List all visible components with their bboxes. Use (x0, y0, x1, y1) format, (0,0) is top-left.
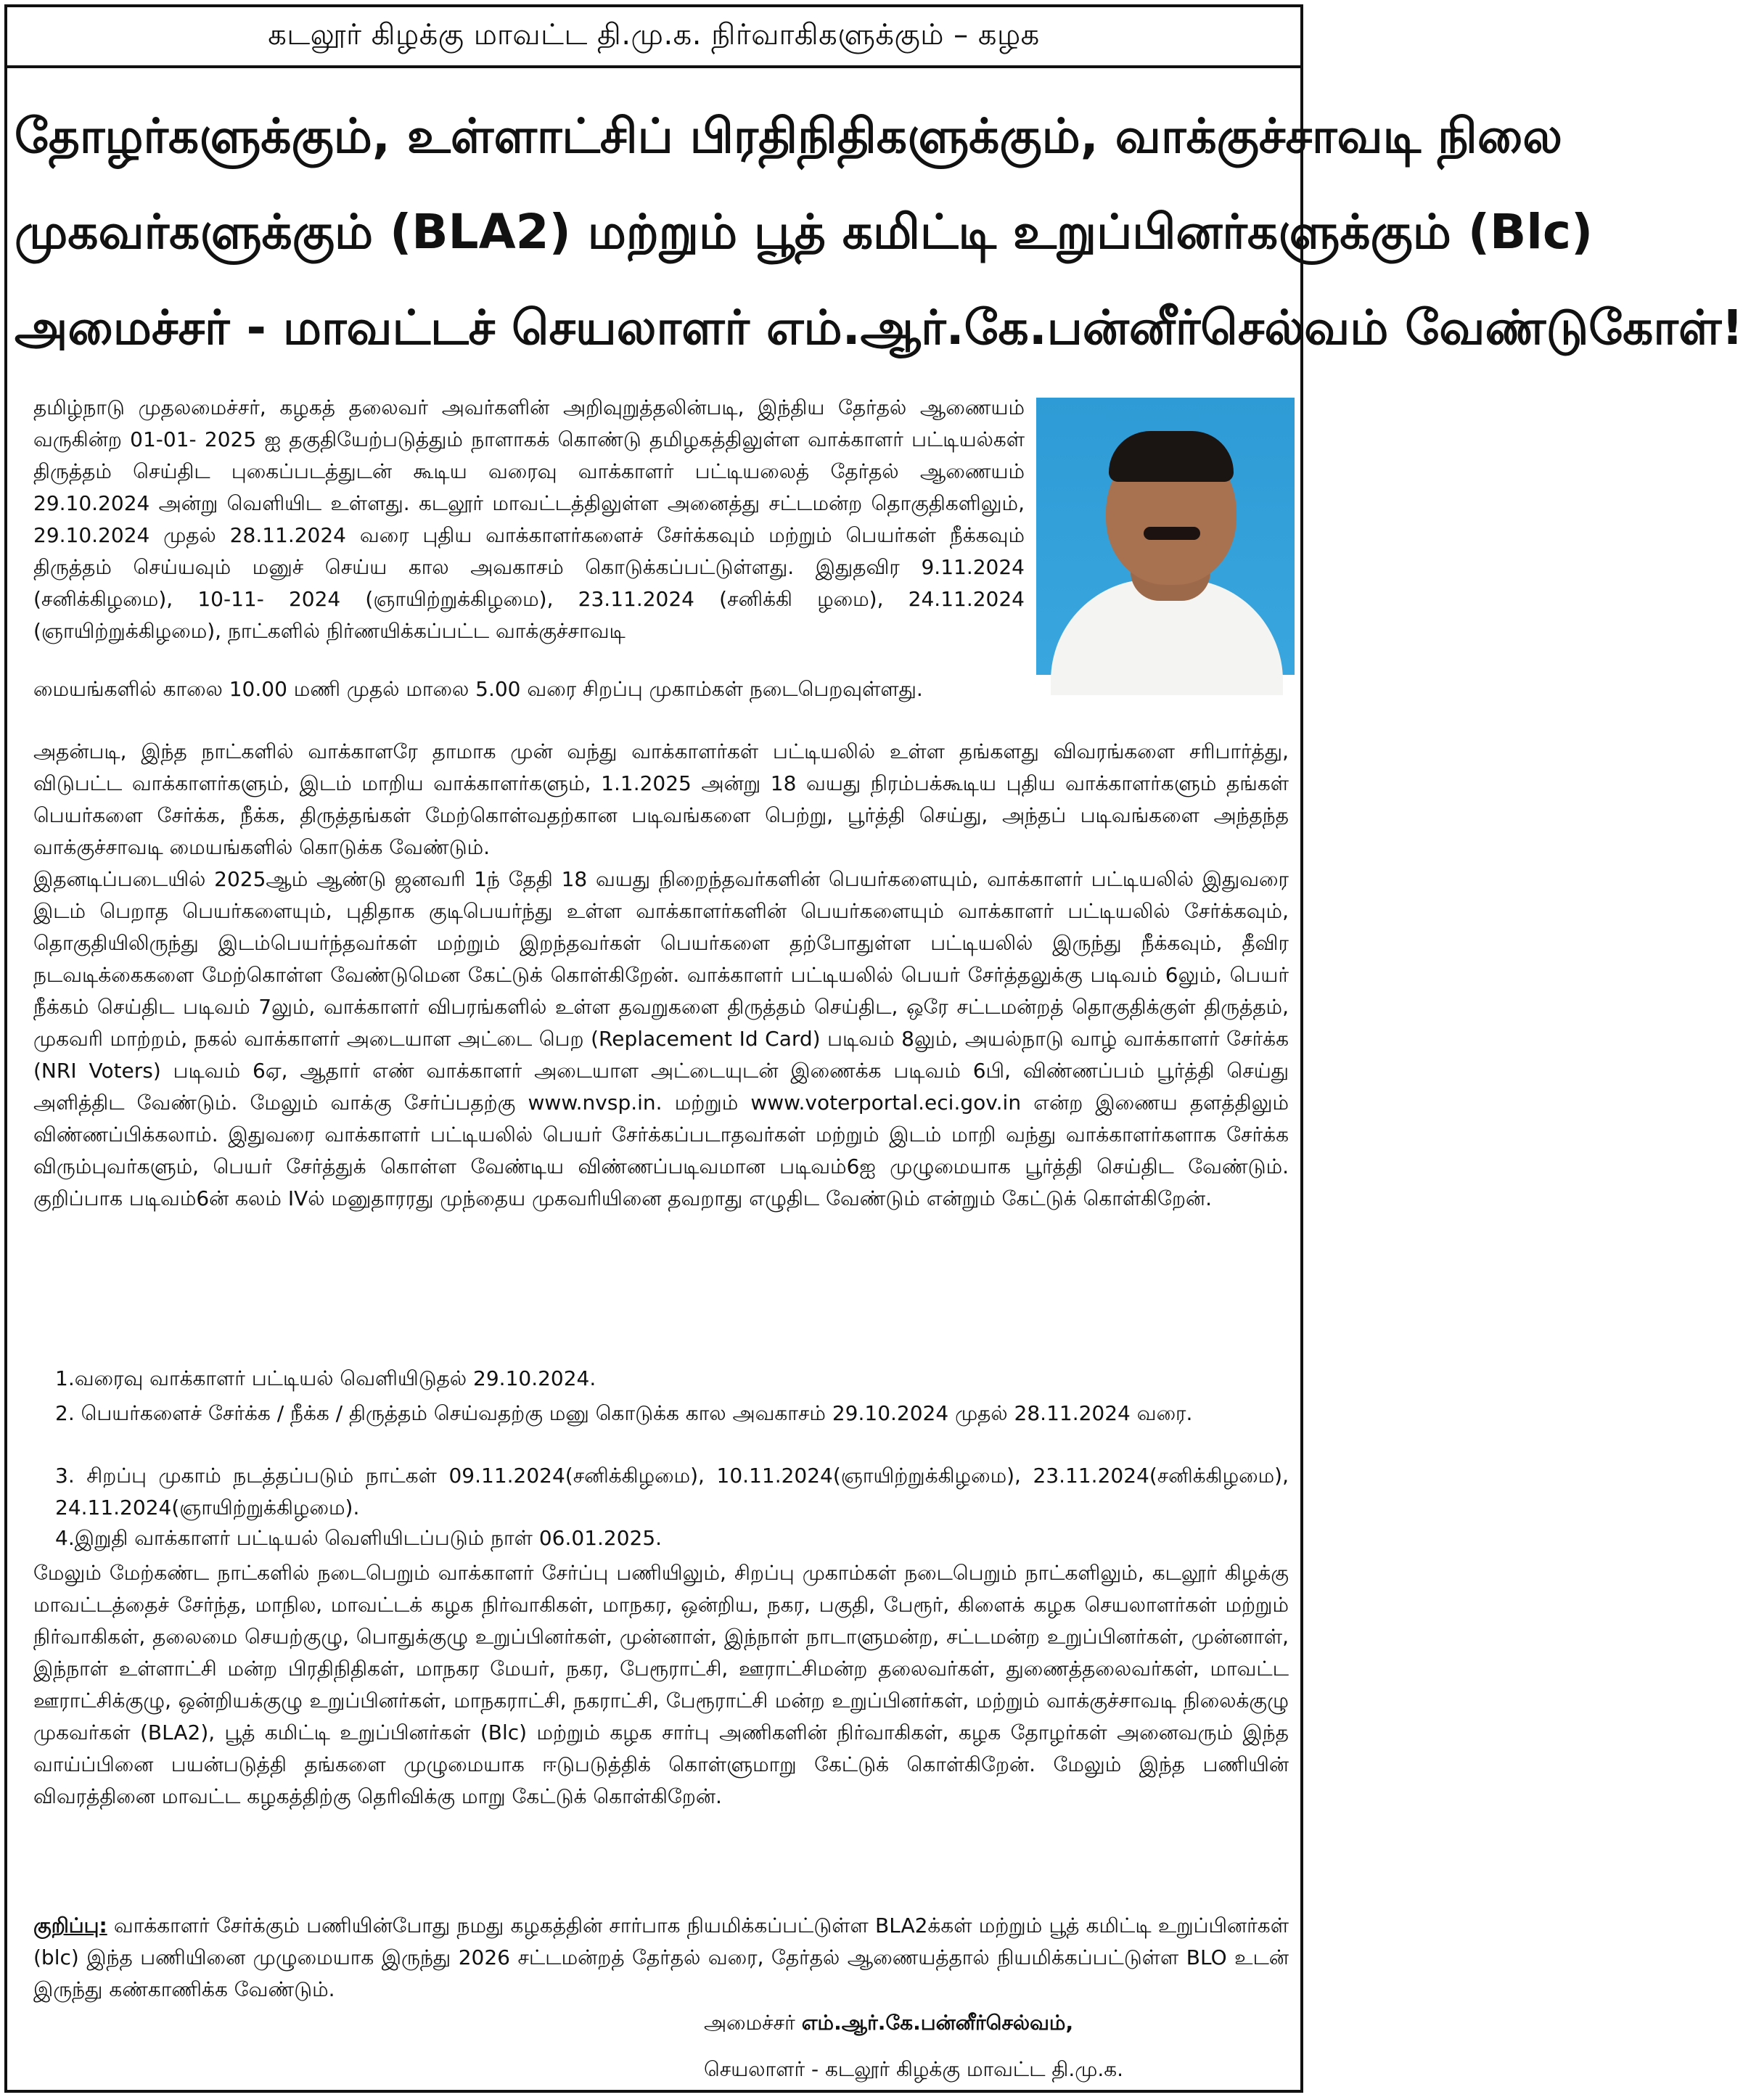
signature-designation: செயலாளர் - கடலூர் கிழக்கு மாவட்ட தி.மு.க. (704, 2057, 1124, 2081)
note-paragraph (33, 1910, 1289, 2006)
header-line: கடலூர் கிழக்கு மாவட்ட தி.மு.க. நிர்வாகிகளுக்கும் – கழக (268, 18, 1040, 52)
paragraph-instructions: அதன்படி, இந்த நாட்களில் வாக்காளரே தாமாக முன் வந்து வாக்காளர்கள் பட்டியலில் உள்ள தங்களது விவரங்களை சரிபார்த்து, விடுபட்ட வாக்காளர்களும், இடம் மாறிய வாக்காளர்களும், 1.1.2025 அன்று 18 வயது நிரம்பக்கூடிய புதிய வாக்காளர்களும் தங்கள் பெயர்களை சேர்க்க, நீக்க, திருத்தங்கள் மேற்கொள்வதற்கான படிவங்களை பெற்று, பூர்த்தி செய்து, அந்தப் படிவங்களை அந்தந்த வாக்குச்சாவடி மையங்களில் கொடுக்க வேண்டும். (33, 739, 1289, 859)
headline-line-1: தோழர்களுக்கும், உள்ளாட்சிப் பிரதிநிதிகளுக்கும், வாக்குச்சாவடி நிலை (15, 108, 1563, 164)
paragraph-appeal: மேலும் மேற்கண்ட நாட்களில் நடைபெறும் வாக்காளர் சேர்ப்பு பணியிலும், சிறப்பு முகாம்கள் நடைபெறும் நாட்களிலும், கடலூர் கிழக்கு மாவட்டத்தைச் சேர்ந்த, மாநில, மாவட்டக் கழக நிர்வாகிகள், மாநகர, ஒன்றிய, நகர, பகுதி, பேரூர், கிளைக் கழக செயலாளர்கள் மற்றும் நிர்வாகிகள், தலைமை செயற்குழு, பொதுக்குழு உறுப்பினர்கள், முன்னாள், இந்நாள் நாடாளுமன்ற, சட்டமன்ற உறுப்பினர்கள், முன்னாள், இந்நாள் உள்ளாட்சி மன்ற பிரதிநிதிகள், மாநகர மேயர், நகர, பேரூராட்சி, ஊராட்சிமன்ற தலைவர்கள், துணைத்தலைவர்கள், மாவட்ட ஊராட்சிக்குழு, ஒன்றியக்குழு உறுப்பினர்கள், மாநகராட்சி, நகராட்சி, பேரூராட்சி மன்ற உறுப்பினர்கள், மற்றும் வாக்குச்சாவடி நிலைக்குழு முகவர்கள் (BLA2), பூத் கமிட்டி உறுப்பினர்கள் (Blc) மற்றும் கழக சார்பு அணிகளின் நிர்வாகிகள், கழக தோழர்கள் அனைவரும் இந்த வாய்ப்பினை பயன்படுத்தி தங்களை முழுமையாக ஈடுபடுத்திக் கொள்ளுமாறு கேட்டுக் கொள்கிறேன். மேலும் இந்த பணியின் விவரத்தினை மாவட்ட கழகத்திற்கு தெரிவிக்கு மாறு கேட்டுக் கொள்கிறேன். (33, 1561, 1289, 1808)
intro-paragraph-tail: மையங்களில் காலை 10.00 மணி முதல் மாலை 5.00 வரை சிறப்பு முகாம்கள் நடைபெறவுள்ளது. (33, 677, 923, 701)
headline-line-3: அமைச்சர் - மாவட்டச் செயலாளர் எம்.ஆர்.கே.பன்னீர்செல்வம் வேண்டுகோள்! (15, 300, 1743, 356)
schedule-item-4: 4.இறுதி வாக்காளர் பட்டியல் வெளியிடப்படும் நாள் 06.01.2025. (55, 1526, 663, 1550)
intro-paragraph: தமிழ்நாடு முதலமைச்சர், கழகத் தலைவர் அவர்களின் அறிவுறுத்தலின்படி, இந்திய தேர்தல் ஆணையம் வருகின்ற 01-01- 2025 ஐ தகுதியேற்படுத்தும் நாளாகக் கொண்டு தமிழகத்திலுள்ள வாக்காளர் பட்டியல்கள் திருத்தம் செய்திட புகைப்படத்துடன் கூடிய வரைவு வாக்காளர் பட்டியலைத் தேர்தல் ஆணையம் 29.10.2024 அன்று வெளியிட உள்ளது. கடலூர் மாவட்டத்திலுள்ள அனைத்து சட்டமன்ற தொகுதிகளிலும், 29.10.2024 முதல் 28.11.2024 வரை புதிய வாக்காளர்களைச் சேர்க்கவும் மற்றும் பெயர்கள் நீக்கவும் திருத்தம் செய்யவும் மனுச் செய்ய கால அவகாசம் கொடுக்கப்பட்டுள்ளது. இதுதவிர 9.11.2024 (சனிக்கிழமை), 10-11- 2024 (ஞாயிற்றுக்கிழமை), 23.11.2024 (சனிக்கி ழமை), 24.11.2024 (ஞாயிற்றுக்கிழமை), நாட்களில் நிர்ணயிக்கப்பட்ட வாக்குச்சாவடி (33, 395, 1025, 643)
note-label: குறிப்பு: (33, 1914, 107, 1937)
paragraph-forms: இதனடிப்படையில் 2025ஆம் ஆண்டு ஜனவரி 1ந் தேதி 18 வயது நிறைந்தவர்களின் பெயர்களையும், வாக்காளர் பட்டியலில் இதுவரை இடம் பெறாத பெயர்களையும், புதிதாக குடிபெயர்ந்து உள்ள வாக்காளர்களின் பெயர்களையும் வாக்காளர் பட்டியலில் சேர்க்கவும், தொகுதியிலிருந்து இடம்பெயர்ந்தவர்கள் மற்றும் இறந்தவர்கள் பெயர்களை தற்போதுள்ள பட்டியலில் இருந்து நீக்கவும், தீவிர நடவடிக்கைகளை மேற்கொள்ள வேண்டுமென கேட்டுக் கொள்கிறேன். வாக்காளர் பட்டியலில் பெயர் சேர்த்தலுக்கு படிவம் 6லும், பெயர் நீக்கம் செய்திட படிவம் 7லும், வாக்காளர் விபரங்களில் உள்ள தவறுகளை திருத்தம் செய்திட, ஒரே சட்டமன்றத் தொகுதிக்குள் திருத்தம், முகவரி மாற்றம், நகல் வாக்காளர் அடையாள அட்டை பெற (Replacement Id Card) படிவம் 8லும், அயல்நாடு வாழ் வாக்காளர் சேர்க்க (NRI Voters) படிவம் 6ஏ, ஆதார் எண் வாக்காளர் அடையாள அட்டையுடன் இணைக்க படிவம் 6பி, விண்ணப்பம் பூர்த்தி செய்து அளித்திட வேண்டும். மேலும் வாக்கு சேர்ப்பதற்கு www.nvsp.in. மற்றும் www.voterportal.eci.gov.in என்ற இணைய தளத்திலும் விண்ணப்பிக்கலாம். இதுவரை வாக்காளர் பட்டியலில் பெயர் சேர்க்கப்படாதவர்கள் மற்றும் இடம் மாறி வந்து வாக்காளர்களாக சேர்க்க விரும்புவர்களும், பெயர் சேர்த்துக் கொள்ள வேண்டிய விண்ணப்படிவமான படிவம்6ஐ முழுமையாக பூர்த்தி செய்திட வேண்டும். குறிப்பாக படிவம்6ன் கலம் IVல் மனுதாரரது முந்தைய முகவரியினை தவறாது எழுதிட வேண்டும் என்றும் கேட்டுக் கொள்கிறேன். (33, 867, 1289, 1210)
minister-portrait (1036, 398, 1295, 675)
schedule-item-1: 1.வரைவு வாக்காளர் பட்டியல் வெளியிடுதல் 29.10.2024. (55, 1366, 596, 1390)
portrait-mustache (1144, 527, 1200, 540)
signature-name: எம்.ஆர்.கே.பன்னீர்செல்வம், (801, 2011, 1074, 2035)
press-release-page (4, 4, 1743, 2093)
signature-prefix: அமைச்சர் (704, 2011, 802, 2035)
headline-line-2: முகவர்களுக்கும் (BLA2) மற்றும் பூத் கமிட்டி உறுப்பினர்களுக்கும் (Blc) (15, 204, 1594, 260)
portrait-hair (1109, 431, 1234, 482)
header-divider (7, 65, 1300, 68)
schedule-item-3: 3. சிறப்பு முகாம் நடத்தப்படும் நாட்கள் 09.11.2024(சனிக்கிழமை), 10.11.2024(ஞாயிற்றுக்கிழமை), 23.11.2024(சனிக்கிழமை), 24.11.2024(ஞாயிற்றுக்கிழமை). (55, 1464, 1289, 1519)
signature-line (704, 2007, 1299, 2039)
note-text: வாக்காளர் சேர்க்கும் பணியின்போது நமது கழகத்தின் சார்பாக நியமிக்கப்பட்டுள்ள BLA2க்கள் மற்றும் பூத் கமிட்டி உறுப்பினர்கள் (blc) இந்த பணியினை முழுமையாக இருந்து 2026 சட்டமன்றத் தேர்தல் வரை, தேர்தல் ஆணையத்தால் நியமிக்கப்பட்டுள்ள BLO உடன் இருந்து கண்காணிக்க வேண்டும். (33, 1914, 1289, 2001)
schedule-item-2: 2. பெயர்களைச் சேர்க்க / நீக்க / திருத்தம் செய்வதற்கு மனு கொடுக்க கால அவகாசம் 29.10.2024 முதல் 28.11.2024 வரை. (55, 1401, 1193, 1425)
